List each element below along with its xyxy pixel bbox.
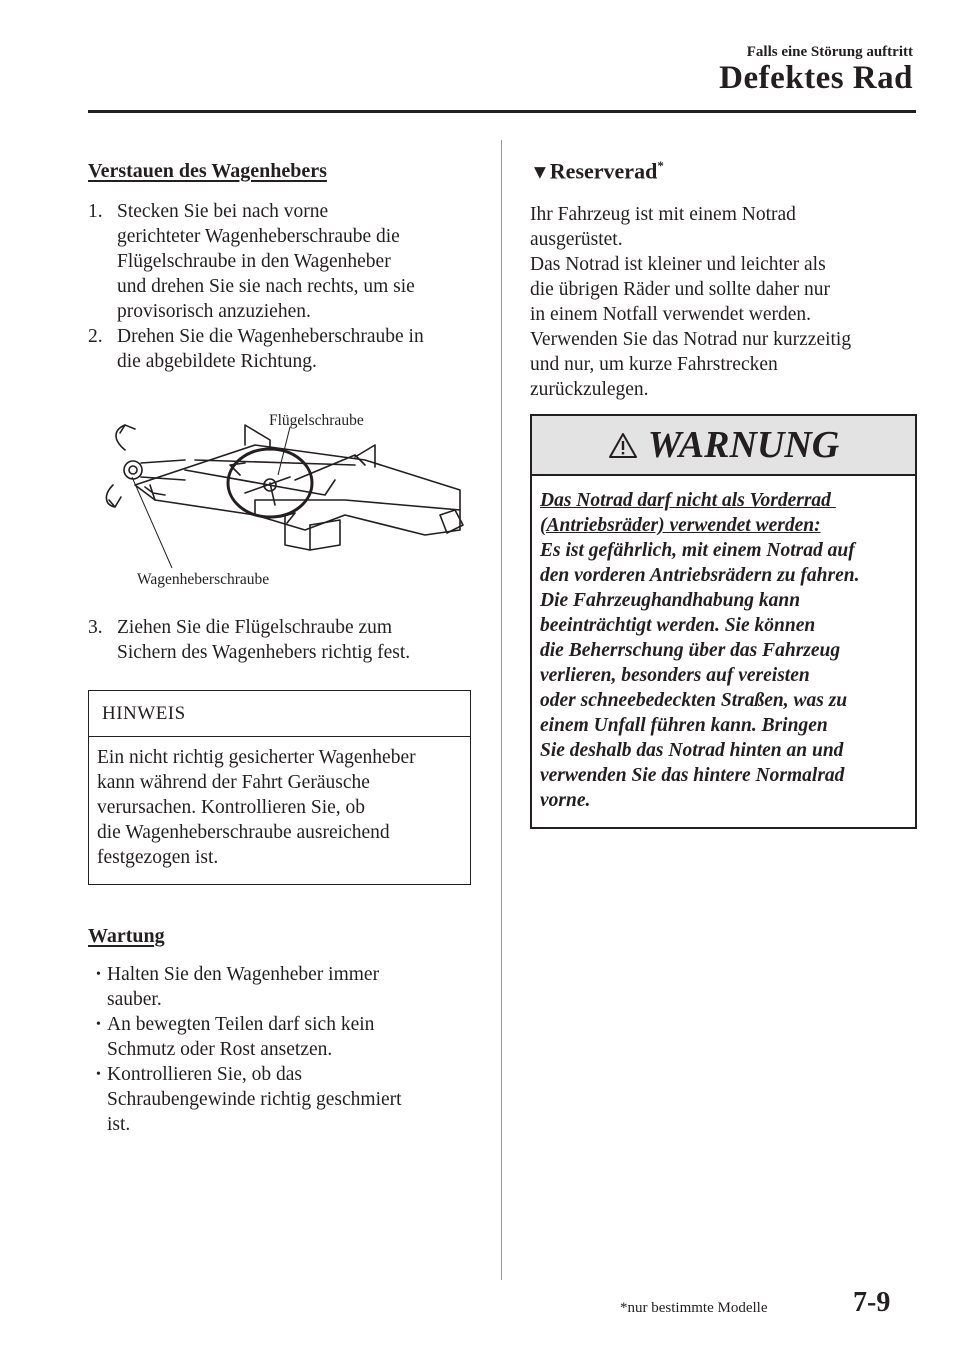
note-title: HINWEIS bbox=[89, 691, 470, 737]
bullet-line: Kontrollieren Sie, ob das bbox=[107, 1064, 302, 1085]
warning-title: WARNUNG bbox=[647, 424, 840, 466]
paragraph-line: Verwenden Sie das Notrad nur kurzzeitig bbox=[530, 329, 852, 350]
header-rule bbox=[88, 110, 916, 113]
section-title-maintenance: Wartung bbox=[88, 925, 165, 947]
step-number: 3. bbox=[88, 617, 103, 638]
step-2 bbox=[88, 324, 478, 374]
section-title-text: Reserverad bbox=[549, 158, 658, 184]
paragraph-line: Ihr Fahrzeug ist mit einem Notrad bbox=[530, 204, 796, 225]
maintenance-bullet-3 bbox=[96, 1062, 476, 1137]
note-line: verursachen. Kontrollieren Sie, ob bbox=[97, 797, 366, 818]
bullet-dot: • bbox=[96, 1017, 101, 1032]
note-box bbox=[88, 690, 471, 885]
section-title-stowing-jack: Verstauen des Wagenhebers bbox=[88, 160, 327, 182]
label-wing-bolt: Flügelschraube bbox=[269, 412, 364, 429]
warning-line: Es ist gefährlich, mit einem Notrad auf bbox=[540, 540, 855, 561]
note-text bbox=[89, 737, 470, 870]
bullet-line: An bewegten Teilen darf sich kein bbox=[107, 1014, 375, 1035]
jack-drawing bbox=[95, 405, 470, 595]
footnote-text: *nur bestimmte Modelle bbox=[620, 1300, 768, 1316]
step-line: die abgebildete Richtung. bbox=[117, 351, 317, 372]
step-3 bbox=[88, 615, 478, 665]
note-line: Ein nicht richtig gesicherter Wagenheber bbox=[97, 747, 416, 768]
bullet-line: sauber. bbox=[107, 989, 162, 1010]
bullet-line: ist. bbox=[107, 1114, 131, 1135]
triangle-marker-icon: ▼ bbox=[530, 161, 550, 184]
maintenance-bullet-2 bbox=[96, 1012, 476, 1062]
paragraph-line: in einem Notfall verwendet werden. bbox=[530, 304, 812, 325]
column-divider bbox=[501, 140, 502, 1280]
footnote-marker: * bbox=[657, 158, 664, 173]
warning-headline-line: (Antriebsräder) verwendet werden: bbox=[540, 515, 821, 536]
step-line: Sichern des Wagenhebers richtig fest. bbox=[117, 642, 411, 663]
bullet-line: Schraubengewinde richtig geschmiert bbox=[107, 1089, 402, 1110]
step-line: Stecken Sie bei nach vorne bbox=[117, 201, 329, 222]
paragraph-line: die übrigen Räder und sollte daher nur bbox=[530, 279, 830, 300]
bullet-dot: • bbox=[96, 1067, 101, 1082]
warning-line: oder schneebedeckten Straßen, was zu bbox=[540, 690, 848, 711]
warning-line: vorne. bbox=[540, 790, 591, 811]
warning-box bbox=[530, 414, 917, 829]
step-number: 1. bbox=[88, 201, 103, 222]
step-line: gerichteter Wagenheberschraube die bbox=[117, 226, 400, 247]
paragraph-line: ausgerüstet. bbox=[530, 229, 623, 250]
step-line: Drehen Sie die Wagenheberschraube in bbox=[117, 326, 424, 347]
bullet-line: Schmutz oder Rost ansetzen. bbox=[107, 1039, 333, 1060]
note-line: festgezogen ist. bbox=[97, 847, 219, 868]
warning-text bbox=[532, 476, 915, 813]
maintenance-bullet-1 bbox=[96, 962, 476, 1012]
warning-line: verlieren, besonders auf vereisten bbox=[540, 665, 810, 686]
page-number: 7-9 bbox=[853, 1287, 891, 1318]
warning-line: Sie deshalb das Notrad hinten an und bbox=[540, 740, 844, 761]
step-line: und drehen Sie sie nach rechts, um sie bbox=[117, 276, 415, 297]
bullet-line: Halten Sie den Wagenheber immer bbox=[107, 964, 380, 985]
spare-wheel-paragraph bbox=[530, 202, 910, 402]
warning-line: beeinträchtigt werden. Sie können bbox=[540, 615, 816, 636]
paragraph-line: Das Notrad ist kleiner und leichter als bbox=[530, 254, 826, 275]
warning-line: den vorderen Antriebsrädern zu fahren. bbox=[540, 565, 860, 586]
warning-line: einem Unfall führen kann. Bringen bbox=[540, 715, 828, 736]
label-jack-screw: Wagenheberschraube bbox=[137, 571, 270, 588]
note-line: die Wagenheberschraube ausreichend bbox=[97, 822, 390, 843]
warning-line: verwenden Sie das hintere Normalrad bbox=[540, 765, 845, 786]
warning-headline-line: Das Notrad darf nicht als Vorderrad bbox=[540, 490, 836, 511]
step-1 bbox=[88, 199, 478, 324]
page-title: Defektes Rad bbox=[719, 60, 913, 96]
jack-illustration bbox=[95, 405, 470, 595]
bullet-dot: • bbox=[96, 967, 101, 982]
step-line: Ziehen Sie die Flügelschraube zum bbox=[117, 617, 393, 638]
paragraph-line: zurückzulegen. bbox=[530, 379, 649, 400]
warning-triangle-icon bbox=[608, 432, 638, 459]
chapter-title: Falls eine Störung auftritt bbox=[746, 44, 913, 60]
section-title-spare-wheel bbox=[530, 158, 664, 184]
warning-line: die Beherrschung über das Fahrzeug bbox=[540, 640, 841, 661]
warning-line: Die Fahrzeughandhabung kann bbox=[540, 590, 801, 611]
warning-header bbox=[532, 416, 915, 476]
note-line: kann während der Fahrt Geräusche bbox=[97, 772, 370, 793]
step-number: 2. bbox=[88, 326, 103, 347]
step-line: provisorisch anzuziehen. bbox=[117, 301, 311, 322]
step-line: Flügelschraube in den Wagenheber bbox=[117, 251, 391, 272]
paragraph-line: und nur, um kurze Fahrstrecken bbox=[530, 354, 778, 375]
